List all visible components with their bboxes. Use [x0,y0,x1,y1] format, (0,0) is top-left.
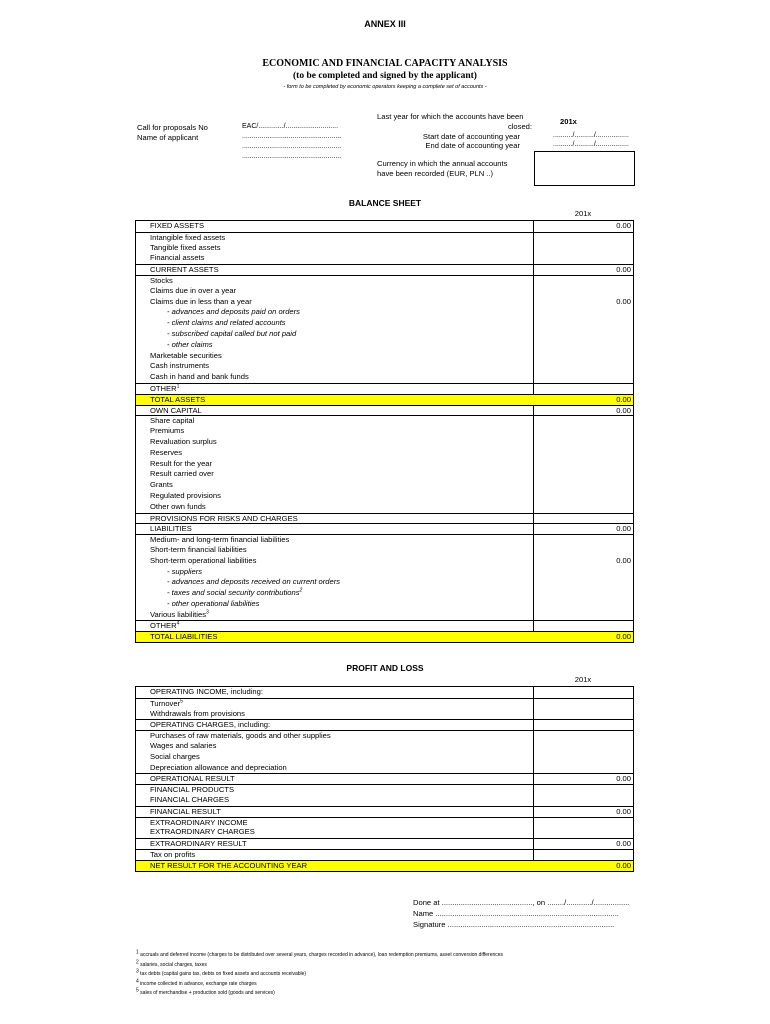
balance_sheet-row-value[interactable]: 0.00 [616,394,631,404]
call-label: Call for proposals No [137,123,208,132]
balance_sheet-row-label: CURRENT ASSETS [150,265,219,275]
balance_sheet-row [136,232,633,243]
footnote-number: 1 [136,949,139,956]
profit_loss-row-label: Withdrawals from provisions [150,708,245,718]
balance_sheet-row-label: Marketable securities [150,350,222,360]
balance_sheet-row-label: Result for the year [150,458,213,468]
balance-sheet-table [135,220,634,643]
balance_sheet-row [136,469,633,480]
balance_sheet-row-label: FIXED ASSETS [150,221,205,230]
balance_sheet-row-label: Premiums [150,426,185,436]
page-subtitle: (to be completed and signed by the applicant) [293,71,477,81]
footnote-item [136,951,503,961]
balance_sheet-row-label: Stocks [150,275,173,285]
profit_loss-row-label: OPERATING CHARGES, including: [150,720,271,730]
balance_sheet-row [136,275,633,286]
footnote-text: tax debts (capital gains tax, debts on fixed assets and accounts receivable) [138,971,307,977]
profit-loss-year: 201x [574,675,592,684]
applicant-name-field-2[interactable]: ................................................... [242,143,342,150]
profit_loss-row [136,719,633,730]
footnote-item [136,977,503,990]
last-year-value[interactable]: 201x [560,117,577,126]
applicant-label: Name of applicant [137,133,199,142]
balance_sheet-row [136,383,633,394]
balance_sheet-row-label: OTHER$^4$ [150,620,180,631]
balance_sheet-row [136,394,633,405]
last-year-label: Last year for which the accounts have been [377,112,524,121]
balance_sheet-row-label: Other own funds [150,501,206,511]
balance_sheet-row-label: Short-term operational liabilities [150,555,257,565]
footnote-ref: 3 [206,609,209,616]
profit_loss-row [136,849,633,860]
profit_loss-row-value[interactable]: 0.00 [616,839,631,849]
balance_sheet-row [136,577,633,588]
profit_loss-row-value[interactable]: 0.00 [616,860,631,870]
footnote-ref: 5 [180,698,183,705]
end-date-field[interactable]: ........../........../................. [553,141,629,148]
balance_sheet-row [136,599,633,610]
balance_sheet-row [136,523,633,534]
balance_sheet-row-label: Short-term financial liabilities [150,544,247,554]
footnote-item [136,989,503,999]
end-date-label: End date of accounting year [425,141,520,150]
profit_loss-row [136,773,633,784]
footnote-item [136,970,503,980]
balance_sheet-row-label: Regulated provisions [150,490,221,500]
balance_sheet-row-label: - suppliers [167,566,203,576]
balance_sheet-row [136,480,633,491]
balance_sheet-row [136,534,633,545]
currency-label-cont: have been recorded (EUR, PLN ..) [377,169,494,178]
balance_sheet-row [136,588,633,599]
start-date-label: Start date of accounting year [422,132,520,141]
balance_sheet-row-value[interactable]: 0.00 [616,405,631,415]
profit_loss-row-label: Turnover$^5$ [150,698,183,708]
balance_sheet-row-label: Share capital [150,416,195,426]
profit_loss-row [136,687,633,698]
profit_loss-row [136,784,633,795]
profit_loss-row [136,860,633,871]
balance_sheet-row [136,340,633,351]
profit_loss-row-label: EXTRAORDINARY INCOME [150,817,248,827]
balance_sheet-row [136,361,633,372]
profit_loss-row [136,741,633,752]
balance_sheet-row-value[interactable]: 0.00 [616,221,631,230]
profit_loss-row-label: FINANCIAL CHARGES [150,794,230,804]
balance_sheet-row-label: - advances and deposits paid on orders [167,307,300,317]
balance_sheet-row [136,513,633,524]
profit_loss-row-label: Depreciation allowance and depreciation [150,762,287,772]
balance_sheet-row-label: Result carried over [150,469,214,479]
balance_sheet-row-label: - advances and deposits received on current orders [167,577,341,587]
balance_sheet-row [136,307,633,318]
profit_loss-row [136,763,633,774]
profit_loss-row [136,806,633,817]
balance_sheet-row [136,610,633,621]
balance_sheet-row-label: - client claims and related accounts [167,318,286,328]
footnote-text: income collected in advance, exchange rate charges [138,980,257,987]
balance_sheet-row-label: Medium- and long-term financial liabilities [150,535,290,545]
balance_sheet-row-label: LIABILITIES [150,524,192,534]
balance_sheet-row [136,297,633,308]
balance_sheet-row-label: Claims due in less than a year [150,296,252,306]
balance_sheet-row-label: Revaluation surplus [150,436,217,446]
balance_sheet-row-label: PROVISIONS FOR RISKS AND CHARGES [150,513,298,523]
balance_sheet-row [136,415,633,426]
balance_sheet-row [136,545,633,556]
profit_loss-row [136,752,633,763]
balance_sheet-row-value[interactable]: 0.00 [616,524,631,534]
balance_sheet-row [136,351,633,362]
footnotes [136,951,503,999]
balance_sheet-row-label: Claims due in over a year [150,285,237,295]
footnote-text: salaries, social charges, taxes [138,961,207,968]
balance_sheet-row-label: TOTAL ASSETS [150,394,206,404]
profit-loss-title: PROFIT AND LOSS [346,663,424,673]
profit_loss-row [136,709,633,720]
applicant-name-field[interactable]: ................................................... [242,133,342,140]
footnote-text: accruals and deferred income (charges to be distributed over several years, charges recorded in advance), loan redemption premiums, asset conversion differences [138,952,504,958]
footnote-item [136,958,503,971]
currency-label: Currency in which the annual accounts [377,159,508,168]
balance_sheet-row [136,556,633,567]
name-field[interactable]: Name ....................................................................................... [413,909,619,918]
balance_sheet-row-label: OTHER$^1$ [150,383,180,393]
balance_sheet-row [136,318,633,329]
profit_loss-row-label: FINANCIAL RESULT [150,806,221,816]
applicant-name-field-3[interactable]: ................................................... [242,153,342,160]
profit_loss-row [136,827,633,838]
profit_loss-row-value[interactable]: 0.00 [616,806,631,816]
balance_sheet-row-label: Various liabilities$^3$ [150,609,209,619]
profit_loss-row [136,817,633,828]
footnote-ref: 4 [176,620,180,627]
profit_loss-row-label: Tax on profits [150,849,196,859]
last-year-label-cont: closed: [507,122,532,131]
balance_sheet-row-label: TOTAL LIABILITIES [150,632,218,642]
footnote-number: 5 [136,987,139,994]
balance_sheet-row-value[interactable]: 0.00 [616,265,631,275]
profit_loss-row-label: FINANCIAL PRODUCTS [150,785,235,795]
balance_sheet-row-value[interactable]: 0.00 [616,555,631,565]
profit_loss-row-label: EXTRAORDINARY RESULT [150,839,247,849]
done-at-field[interactable]: Done at ..........................................., on ......../............/................. [413,898,630,907]
footnote-ref: 2 [299,587,303,594]
profit_loss-row-label: Social charges [150,751,200,761]
balance_sheet-row [136,491,633,502]
balance_sheet-row [136,372,633,383]
balance_sheet-row [136,264,633,275]
balance_sheet-row [136,253,633,264]
balance_sheet-row [136,620,633,631]
footnote-number: 4 [136,977,139,984]
balance_sheet-row [136,405,633,416]
footnote-text: sales of merchandise + production sold (goods and services) [138,990,275,996]
page-title: ECONOMIC AND FINANCIAL CAPACITY ANALYSIS [262,58,508,69]
balance_sheet-row [136,286,633,297]
balance_sheet-row-label: Cash instruments [150,361,210,371]
profit_loss-row-label: NET RESULT FOR THE ACCOUNTING YEAR [150,860,308,870]
profit_loss-row-value[interactable]: 0.00 [616,774,631,784]
balance_sheet-row-label: Tangible fixed assets [150,242,221,252]
balance_sheet-row [136,502,633,513]
balance_sheet-row-label: Grants [150,480,173,490]
balance_sheet-row-value[interactable]: 0.00 [616,632,631,642]
balance_sheet-row [136,221,633,232]
balance-sheet-title: BALANCE SHEET [348,198,422,208]
profit_loss-row [136,838,633,849]
footnote-number: 2 [136,958,139,965]
form-note: - form to be completed by economic operators keeping a complete set of accounts - [283,84,487,90]
balance_sheet-row-label: - subscribed capital called but not paid [167,328,297,338]
balance_sheet-row [136,243,633,254]
signature-field[interactable]: Signature ............................................................................... [413,920,615,929]
footnote-ref: 1 [176,383,180,390]
balance_sheet-row [136,567,633,578]
balance_sheet-row-label: - other operational liabilities [167,598,260,608]
annex-heading: ANNEX III [364,19,406,29]
balance_sheet-row-label: Reserves [150,447,183,457]
balance_sheet-row [136,459,633,470]
balance_sheet-row-label: Intangible fixed assets [150,232,226,242]
balance_sheet-row-label: Financial assets [150,253,205,263]
profit_loss-row [136,698,633,709]
balance_sheet-row-label: - other claims [167,339,213,349]
currency-input-box[interactable] [534,151,635,186]
balance-sheet-year: 201x [574,209,592,218]
start-date-field[interactable]: ........../........../................. [553,132,629,139]
profit-loss-table [135,686,634,872]
balance_sheet-row-label: OWN CAPITAL [150,405,202,415]
profit_loss-row-label: EXTRAORDINARY CHARGES [150,827,255,837]
footnote-number: 3 [136,968,139,975]
balance_sheet-row [136,631,633,642]
call-number-field[interactable]: EAC/............./........................... [242,123,339,130]
profit_loss-row [136,795,633,806]
balance_sheet-row-label: Cash in hand and bank funds [150,372,249,382]
balance_sheet-row [136,448,633,459]
profit_loss-row-label: Wages and salaries [150,740,217,750]
balance_sheet-row-value[interactable]: 0.00 [616,296,631,306]
profit_loss-row [136,730,633,741]
balance_sheet-row [136,329,633,340]
balance_sheet-row-label: - taxes and social security contributions$^2$ [167,587,303,598]
profit_loss-row-label: OPERATIONAL RESULT [150,774,235,784]
profit_loss-row-label: Purchases of raw materials, goods and other supplies [150,731,331,741]
balance_sheet-row [136,426,633,437]
balance_sheet-row [136,437,633,448]
profit_loss-row-label: OPERATING INCOME, including: [150,687,263,696]
